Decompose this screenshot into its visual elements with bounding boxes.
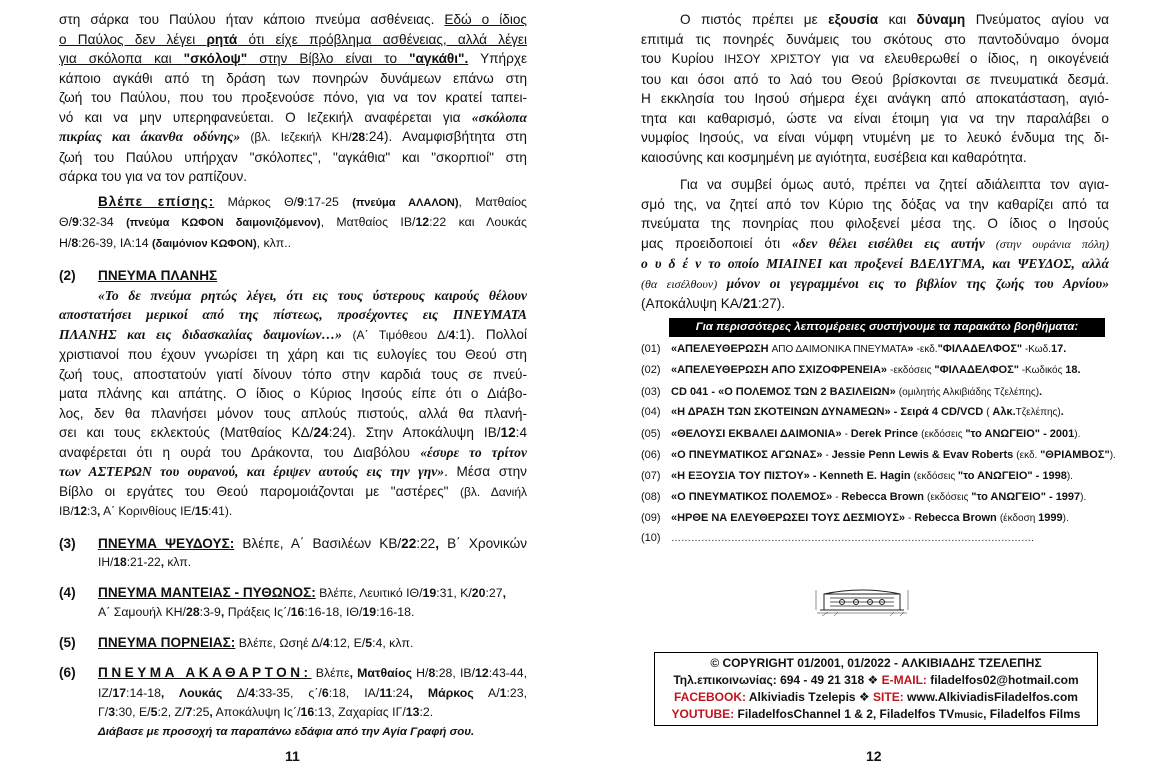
book-text: "ΦΙΛΑΔΕΛΦΟΣ" bbox=[937, 343, 1023, 355]
book-text: «Η ΔΡΑΣΗ ΤΩΝ ΣΚΟΤΕΙΝΩΝ ΔΥΝΑΜΕΩΝ» - Σειρά 4 CD/VCD bbox=[671, 406, 987, 418]
book-text: Rebecca Brown bbox=[841, 491, 927, 503]
book-text: 18. bbox=[1065, 364, 1081, 376]
see-also-block: Βλέπε επίσης: Μάρκος Θ/9:17-25 (πνεύμα ΑΛΑΛΟΝ), Ματθαίος Θ/9:32-34 (πνεύμα ΚΩΦΟΝ δαιμονιζόμενον), Ματθαίος ΙΒ/12:22 και Λουκάς Η/8:26-39, ΙΑ:14 (δαιμόνιον ΚΩΦΟΝ), κλπ.. bbox=[59, 193, 527, 250]
book-text: . bbox=[1039, 386, 1043, 398]
book-text: "ΘΡΙΑΜΒΟΣ" bbox=[1040, 449, 1110, 461]
book-text: (εκδ. bbox=[1016, 450, 1041, 461]
book-number: (03) bbox=[641, 386, 661, 398]
book-text: 17. bbox=[1050, 343, 1067, 355]
book-text: - bbox=[835, 492, 842, 503]
item-pneuma-akatharton: (6) ΠΝΕΥΜΑ ΑΚΑΘΑΡΤΟΝ: Βλέπε, Ματθαίος Η/8:28, ΙΒ/12:43-44, ΙΖ/17:14-18, Λουκάς Δ/4:33-35, ς΄/6:18, ΙΑ/11:24, Μάρκος Α/1:23, Γ/3:30, Ε/5:2, Ζ/7:25, Αποκάλυψη Ις΄/16:13, Ζαχαρίας ΙΓ/13:2. Διάβασε με προσοχή τα παραπάνω εδάφια από την Αγία Γραφή σου. bbox=[59, 663, 527, 742]
book-text: "ΦΙΛΑΔΕΛΦΟΣ" bbox=[934, 364, 1019, 376]
book-text: «Ο ΠΝΕΥΜΑΤΙΚΟΣ ΠΟΛΕΜΟΣ» bbox=[671, 491, 836, 503]
book-text: ). bbox=[1074, 429, 1081, 440]
book-number: (01) bbox=[641, 343, 661, 355]
page-number-left: 11 bbox=[285, 748, 300, 764]
book-text: «ΑΠΕΛΕΥΘΕΡΩΣΗ ΑΠΟ ΣΧΙΖΟΦΡΕΝΕΙΑ» bbox=[671, 364, 891, 376]
book-text: ( bbox=[986, 407, 993, 418]
right-page bbox=[641, 10, 1109, 314]
book-text: Τζελέπης) bbox=[1015, 407, 1061, 418]
paragraph-sanctification: Για να συμβεί όμως αυτό, πρέπει να ζητεί αδιάλειπτα τον αγια- σμό της, να ζητεί από τον Κύριο της δόξας να την καθαρίζει από τα πνεύματα της πονηρίας που φιλοξενεί μέσα της. Ο ίδιος ο Ιησούς μας προειδοποιεί ότι «δεν θέλει εισέλθει εις αυτήν (στην ουράνια πόλη) ο υ δ έ ν το οποίο ΜΙΑΙΝΕΙ και προξενεί ΒΔΕΛΥΓΜΑ, και ΨΕΥΔΟΣ, αλλά (θα εισέλθουν) μόνον οι γεγραμμένοι εις το βιβλίον της ζωής του Αρνίου» (Αποκάλυψη ΚΑ/21:27). bbox=[641, 177, 1109, 311]
book-text: Rebecca Brown bbox=[914, 512, 1000, 524]
book-item bbox=[641, 469, 1101, 484]
book-number: (04) bbox=[641, 406, 661, 418]
item-pneuma-porneias: (5) ΠΝΕΥΜΑ ΠΟΡΝΕΙΑΣ: Βλέπε, Ωσηέ Δ/4:12, Ε/5:4, κλπ. bbox=[59, 634, 414, 650]
book-text: 1999 bbox=[1038, 512, 1063, 524]
book-text: - bbox=[844, 429, 851, 440]
book-text: «Ο ΠΝΕΥΜΑΤΙΚΟΣ ΑΓΩΝΑΣ» bbox=[671, 449, 826, 461]
book-item bbox=[641, 427, 1101, 442]
book-text: ). bbox=[1080, 492, 1087, 503]
contact-line: Τηλ.επικοινωνίας: 694 - 49 21 318 ❖ E-MAIL: filadelfos02@hotmail.com bbox=[673, 673, 1079, 687]
book-text: ). bbox=[1109, 450, 1116, 461]
item-pneuma-planis: (2) ΠΝΕΥΜΑ ΠΛΑΝΗΣ «Το δε πνεύμα ρητώς λέγει, ότι εις τους ύστερους καιρούς θέλουν αποστατήσει μερικοί από της πίστεως, προσέχοντες εις ΠΝΕΥΜΑΤΑ ΠΛΑΝΗΣ και εις διδασκαλίας δαιμονίων…» (Α΄ Τιμόθεου Δ/4:1). Πολλοί χριστιανοί που έχουν γνωρίσει τη χάρη και τις ευλογίες του Θεού στη ζωή τους, αποστατούν γιατί δίνουν τόπο στην καρδιά τους σε πνεύ- ματα πλάνης και απάτης. Ο ίδιος ο Κύριος Ιησούς είπε ότι ο Διάβο- λος, δεν θα πλανήσει μόνον τους απλούς πιστούς, αλλά θα πλανή- σει και τους εκλεκτούς (Ματθαίος ΚΔ/24:24). Στην Αποκάλυψη ΙΒ/12:4 αναφέρεται ότι η ουρά του Δράκοντα, του Διαβόλου «έσυρε το τρίτον των ΑΣΤΕΡΩΝ του ουρανού, και έριψεν αυτούς εις την γην». Μέσα στην Βίβλο οι εργάτες του Θεού παρομοιάζονται με "αστέρες" (βλ. Δανιήλ ΙΒ/12:3, Α΄ Κορινθίους ΙΕ/15:41). bbox=[59, 268, 527, 518]
book-text: ). bbox=[1062, 513, 1069, 524]
site-link[interactable]: www.AlkiviadisFiladelfos.com bbox=[903, 690, 1078, 704]
social-line: FACEBOOK: Alkiviadis Tzelepis ❖ SITE: www.AlkiviadisFiladelfos.com bbox=[674, 690, 1078, 704]
copyright-box bbox=[654, 652, 1098, 726]
book-text: «ΑΠΕΛΕΥΘΕΡΩΣΗ bbox=[671, 343, 772, 355]
book-text: (εκδόσεις bbox=[913, 471, 958, 482]
book-text: «Η ΕΞΟΥΣΙΑ ΤΟΥ ΠΙΣΤΟΥ» - Kenneth E. Hagin bbox=[671, 470, 914, 482]
book-item bbox=[641, 490, 1101, 505]
book-number: (08) bbox=[641, 491, 661, 503]
book-text: Jessie Penn Lewis & Evav Roberts bbox=[831, 449, 1017, 461]
book-text: "το ΑΝΩΓΕΙΟ" - 1998 bbox=[957, 470, 1067, 482]
book-text: «ΘΕΛΟΥΣΙ ΕΚΒΑΛΕΙ ΔΑΙΜΟΝΙΑ» bbox=[671, 428, 845, 440]
book-number: (02) bbox=[641, 364, 661, 376]
page-number-right: 12 bbox=[866, 748, 882, 764]
book-text: . bbox=[1060, 406, 1064, 418]
book-item bbox=[641, 405, 1101, 420]
copyright-line: © COPYRIGHT 01/2001, 01/2022 - ΑΛΚΙΒΙΑΔΗΣ ΤΖΕΛΕΠΗΣ bbox=[710, 656, 1042, 670]
book-text: -εκδ. bbox=[916, 344, 938, 355]
book-text: -εκδόσεις bbox=[890, 365, 935, 376]
book-text: Αλκ. bbox=[992, 406, 1016, 418]
book-item bbox=[641, 385, 1101, 400]
book-item bbox=[641, 363, 1101, 378]
book-item bbox=[641, 342, 1101, 357]
book-text: ΑΠΟ ΔΑΙΜΟΝΙΚΑ ΠΝΕΥΜΑΤΑ bbox=[771, 344, 908, 355]
book-number: (09) bbox=[641, 512, 661, 524]
book-item bbox=[641, 511, 1101, 526]
book-number: (05) bbox=[641, 428, 661, 440]
book-text: (εκδόσεις bbox=[927, 492, 972, 503]
book-text: - bbox=[908, 513, 915, 524]
intro-paragraph: στη σάρκα του Παύλου ήταν κάποιο πνεύμα ασθένειας. Εδώ ο ίδιος ο Παύλος δεν λέγει ρητά ότι είχε πρόβλημα ασθένειας, αλλά λέγει για σκόλοπα και "σκόλοψ" στην Βίβλο είναι το "αγκάθι". Υπήρχε κάποιο αγκάθι από τη δράση των πονηρών δυνάμεων επάνω στη ζωή του Παύλου, που του προξενούσε πόνο, για να τον κρατεί ταπει- νό και να μην υπερηφανεύεται. Ο Ιεζεκιήλ αναφέρεται για «σκόλοπα πικρίας και άκανθα οδύνης» (βλ. Ιεζεκιήλ ΚΗ/28:24). Αναμφισβήτητα στη ζωή του Παύλου υπήρχαν "σκόλοπες", "αγκάθια" και "σκορπιοί" στη σάρκα του για να τον ραπίζουν. bbox=[59, 12, 527, 184]
book-text: (εκδόσεις bbox=[921, 429, 966, 440]
book-text: «ΗΡΘΕ ΝΑ ΕΛΕΥΘΕΡΩΣΕΙ ΤΟΥΣ ΔΕΣΜΙΟΥΣ» bbox=[671, 512, 909, 524]
books-header: Για περισσότερες λεπτομέρειες συστήνουμε τα παρακάτω βοηθήματα: bbox=[669, 318, 1105, 337]
book-text: (ομιλητής Αλκιβιάδης Τζελέπης) bbox=[898, 387, 1040, 398]
youtube-line: YOUTUBE: FiladelfosChannel 1 & 2, Filadelfos TVmusic, Filadelfos Films bbox=[671, 707, 1081, 721]
book-text: -Κωδ. bbox=[1022, 344, 1051, 355]
reading-note: Διάβασε με προσοχή τα παραπάνω εδάφια από την Αγία Γραφή σου. bbox=[98, 725, 475, 738]
book-number: (10) bbox=[641, 532, 661, 544]
left-page bbox=[59, 10, 527, 742]
book-text: CD 041 - «Ο ΠΟΛΕΜΟΣ ΤΩΝ 2 ΒΑΣΙΛΕΙΩΝ» bbox=[671, 386, 899, 398]
book-text: ………………………………………………………………………………………………. bbox=[671, 533, 1034, 544]
book-text: "το ΑΝΩΓΕΙΟ" - 1997 bbox=[971, 491, 1081, 503]
book-text: -Κωδικός bbox=[1018, 365, 1066, 376]
book-text: - bbox=[825, 450, 832, 461]
item-pneuma-manteias: (4) ΠΝΕΥΜΑ ΜΑΝΤΕΙΑΣ - ΠΥΘΩΝΟΣ: Βλέπε, Λευιτικό ΙΘ/19:31, Κ/20:27, Α΄ Σαμουήλ ΚΗ/28:3-9, Πράξεις Ις΄/16:16-18, ΙΘ/19:16-18. bbox=[59, 584, 506, 619]
email-link[interactable]: filadelfos02@hotmail.com bbox=[926, 673, 1079, 687]
book-text: "το ΑΝΩΓΕΙΟ" - 2001 bbox=[965, 428, 1075, 440]
book-text: ). bbox=[1066, 471, 1073, 482]
item-pneuma-pseudous: (3) ΠΝΕΥΜΑ ΨΕΥΔΟΥΣ: Βλέπε, Α΄ Βασιλέων ΚΒ/22:22, Β΄ Χρονικών ΙΗ/18:21-22, κλπ. bbox=[59, 535, 527, 569]
book-item bbox=[641, 531, 1101, 546]
book-number: (07) bbox=[641, 470, 661, 482]
book-text: Derek Prince bbox=[850, 428, 922, 440]
paragraph-authority: Ο πιστός πρέπει με εξουσία και δύναμη Πνεύματος αγίου να επιτιμά τις πονηρές δυνάμεις του σκότους στο παντοδύναμο όνομα του Κυρίου ΙΗΣΟΥ ΧΡΙΣΤΟΥ για να ελευθερωθεί ο ίδιος, η οικογένειά του και όσοι από το λαό του Θεού βρίσκονται σε πνευματικά δεσμά. Η εκκλησία του Ιησού σήμερα έχει ανάγκη από αποκατάσταση, αγιό- τητα και καθαρισμό, ώστε να είναι έτοιμη για να την παραλάβει ο νυμφίος Ιησούς, να είναι νύμφη ντυμένη με το λευκό ένδυμα της δι- καιοσύνης και κοσμημένη με αγιότητα, ευσέβεια και καθαρότητα. bbox=[641, 12, 1109, 165]
tomb-ornament-icon bbox=[812, 580, 912, 620]
book-text: » bbox=[907, 343, 917, 355]
book-item bbox=[641, 448, 1116, 463]
book-number: (06) bbox=[641, 449, 661, 461]
book-text: (έκδοση bbox=[999, 513, 1039, 524]
